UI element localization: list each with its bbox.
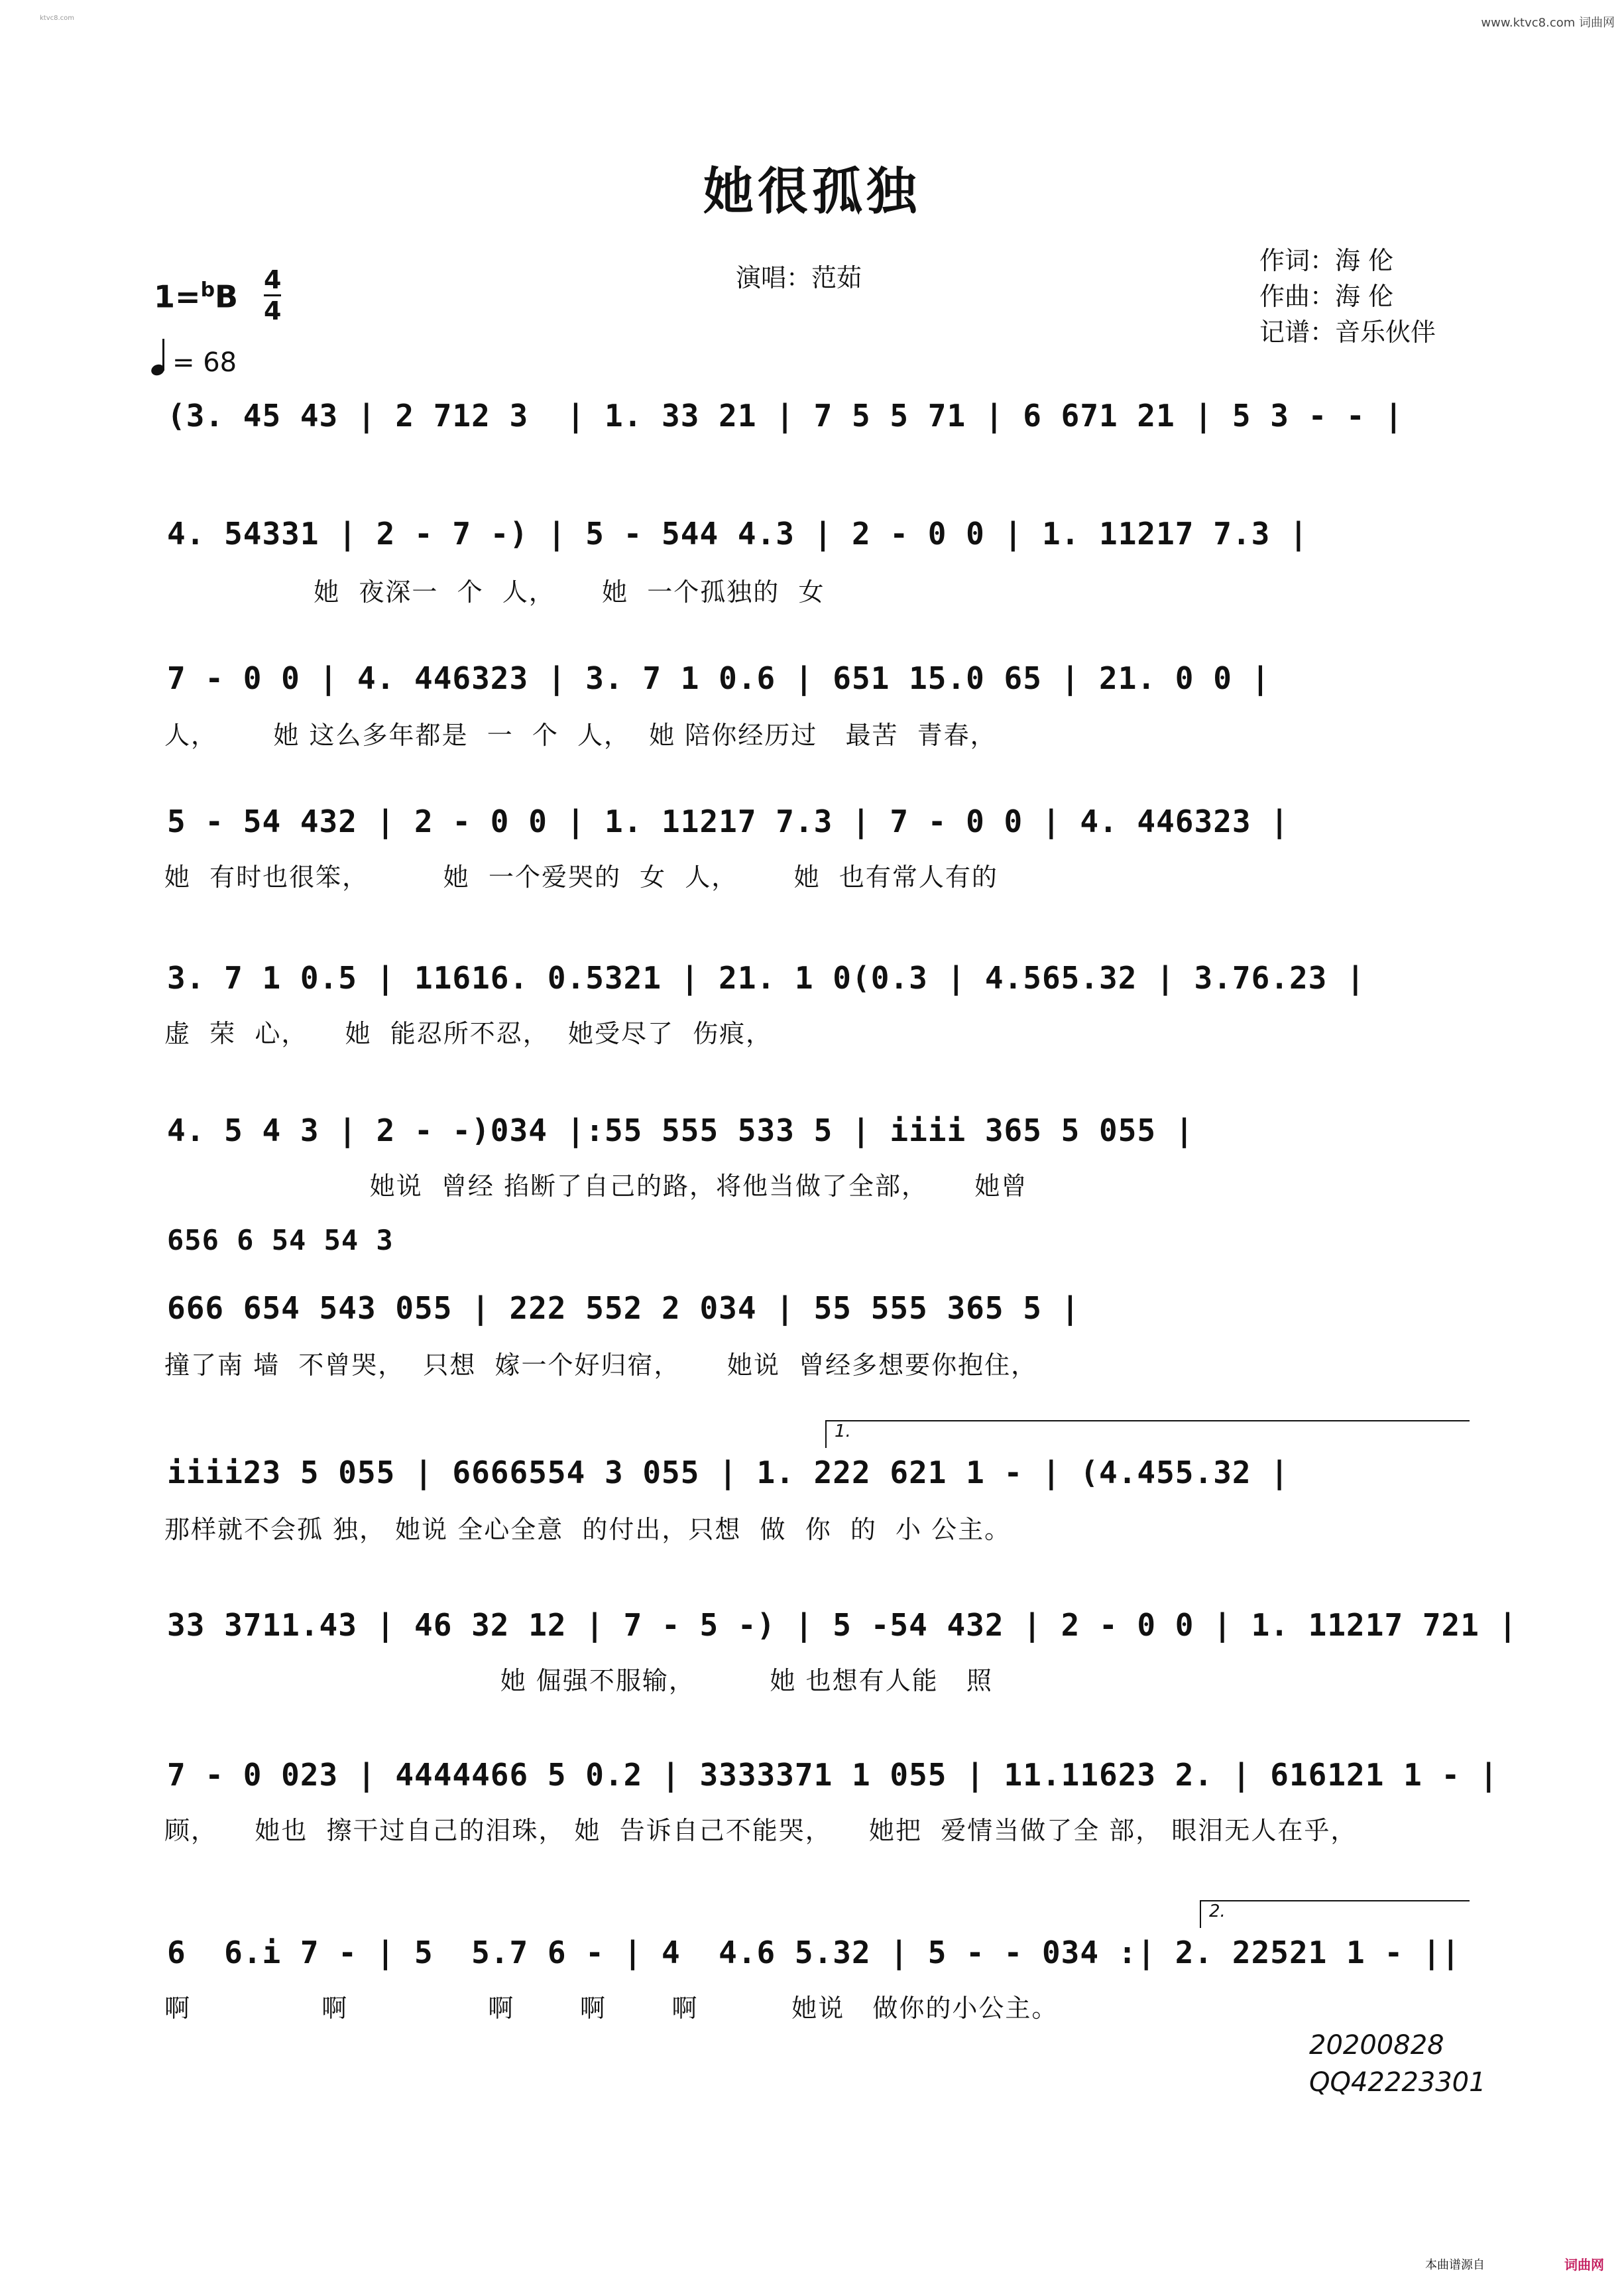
system-5-lyrics: 虚 荣 心， 她 能忍所不忍， 她受尽了 伤痕，: [164, 1019, 773, 1048]
singer-credit: 演唱：范茹: [736, 263, 862, 292]
system-5-notes: 3. 7 1 0.5 | 11616. 0.5321 | 21. 1 0(0.3 | 4.565.32 | 3.76.23 |: [167, 960, 1365, 996]
ossia-notes: 656 6 54 54 3: [167, 1224, 394, 1256]
system-8-notes: iiii23 5 055 | 6666554 3 055 | 1. 222 621 1 - | (4.455.32 |: [167, 1455, 1289, 1490]
system-6-lyrics: 她说 曾经 掐断了自己的路，将他当做了全部， 她曾: [164, 1172, 1028, 1201]
transcriber-credit: 记谱：音乐伙伴: [1259, 318, 1436, 347]
site-url[interactable]: www.ktvc8.com 词曲网: [1481, 16, 1615, 30]
time-signature: [264, 265, 281, 326]
tempo-marking: [151, 338, 237, 378]
system-4-notes: 5 - 54 432 | 2 - 0 0 | 1. 11217 7.3 | 7 - 0 0 | 4. 446323 |: [167, 804, 1289, 839]
footer-source: 本曲谱源自: [1425, 2258, 1485, 2272]
tempo-value: = 68: [172, 347, 237, 378]
footer-logo[interactable]: 词曲网: [1564, 2257, 1604, 2273]
key-signature: [154, 278, 238, 314]
system-4-lyrics: 她 有时也很笨， 她 一个爱哭的 女 人， 她 也有常人有的: [164, 863, 998, 892]
system-11-lyrics: 啊 啊 啊 啊 啊 她说 做你的小公主。: [164, 1994, 1059, 2023]
system-11-notes: 6 6.i 7 - | 5 5.7 6 - | 4 4.6 5.32 | 5 - - 034 :| 2. 22521 1 - ||: [167, 1935, 1461, 1970]
second-ending-label: 2.: [1209, 1901, 1226, 1921]
small-logo: ktvc8.com: [40, 15, 75, 22]
system-7-notes: 666 654 543 055 | 222 552 2 034 | 55 555 365 5 |: [167, 1290, 1080, 1326]
song-title: 她很孤独: [703, 162, 921, 221]
transcriber-qq: QQ42223301: [1309, 2067, 1486, 2098]
system-7-lyrics: 撞了南 墙 不曾哭， 只想 嫁一个好归宿， 她说 曾经多想要你抱住，: [164, 1351, 1038, 1380]
flat-sign: b: [200, 278, 215, 302]
first-ending-bracket: [825, 1420, 1470, 1448]
transcription-date: 20200828: [1309, 2030, 1444, 2061]
system-10-lyrics: 顾， 她也 擦干过自己的泪珠， 她 告诉自己不能哭， 她把 爱情当做了全 部， 眼泪无人在乎，: [164, 1816, 1358, 1845]
system-8-lyrics: 那样就不会孤 独， 她说 全心全意 的付出，只想 做 你 的 小 公主。: [164, 1515, 1012, 1544]
system-9-notes: 33 3711.43 | 46 32 12 | 7 - 5 -) | 5 -54 432 | 2 - 0 0 | 1. 11217 721 |: [167, 1607, 1518, 1643]
system-2-lyrics: 她 夜深一 个 人， 她 一个孤独的 女: [164, 577, 825, 607]
time-numerator: 4: [264, 265, 282, 294]
key-note: B: [215, 278, 239, 315]
system-1-notes: (3. 45 43 | 2 712 3 | 1. 33 21 | 7 5 5 71 | 6 671 21 | 5 3 - - |: [167, 398, 1404, 434]
second-ending-bracket: [1200, 1900, 1470, 1928]
system-3-lyrics: 人， 她 这么多年都是 一 个 人， 她 陪你经历过 最苦 青春，: [164, 721, 997, 750]
lyricist-credit: 作词：海 伦: [1259, 246, 1394, 275]
time-denominator: 4: [264, 294, 281, 326]
composer-credit: 作曲：海 伦: [1259, 282, 1394, 311]
first-ending-label: 1.: [835, 1421, 851, 1441]
key-prefix: 1=: [154, 278, 201, 315]
system-3-notes: 7 - 0 0 | 4. 446323 | 3. 7 1 0.6 | 651 15.0 65 | 21. 0 0 |: [167, 660, 1271, 696]
system-10-notes: 7 - 0 023 | 4444466 5 0.2 | 3333371 1 055 | 11.11623 2. | 616121 1 - |: [167, 1757, 1499, 1793]
system-9-lyrics: 她 倔强不服输， 她 也想有人能 照: [164, 1666, 993, 1695]
system-6-notes: 4. 5 4 3 | 2 - -)034 |:55 555 533 5 | iiii 365 5 055 |: [167, 1112, 1194, 1148]
system-2-notes: 4. 54331 | 2 - 7 -) | 5 - 544 4.3 | 2 - 0 0 | 1. 11217 7.3 |: [167, 516, 1308, 552]
